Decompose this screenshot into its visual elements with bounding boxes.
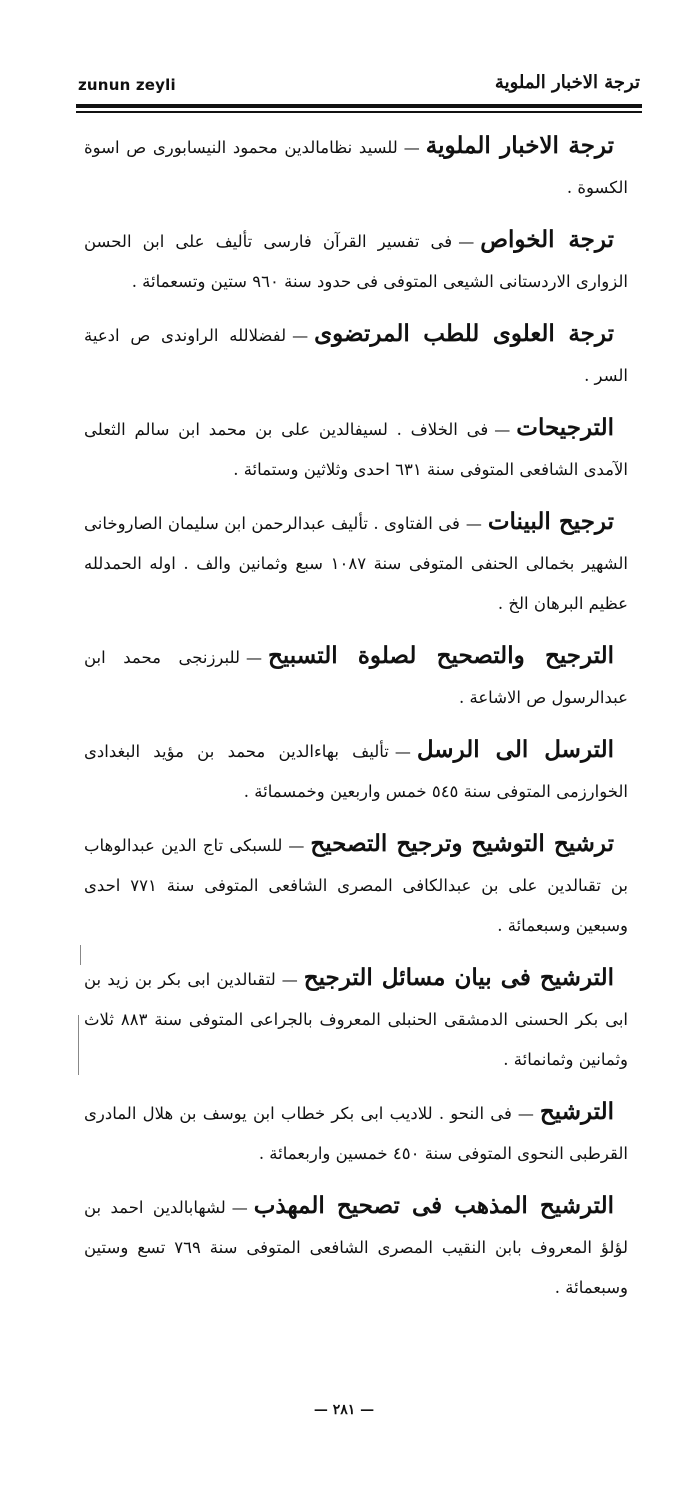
entry [84,730,628,812]
entry-body: تأليف بهاءالدين محمد بن مؤيد البغدادى الخوارزمى المتوفى سنة ٥٤٥ خمس واربعين وخمسمائة . [84,742,628,801]
entry-body: للبرزنجى محمد ابن عبدالرسول ص الاشاعة . [84,648,628,707]
entry-title: الترشيح المذهب فى تصحيح المهذب [253,1192,615,1219]
entry [84,220,628,302]
header-left-text: zunun zeyli [78,76,176,94]
dictionary-entries [84,126,628,1320]
page-number: — ٢٨١ — [313,1402,375,1418]
entry [84,1186,628,1308]
entry-dash: — [281,970,298,989]
entry-body: لفضلالله الراوندى ص ادعية السر . [84,326,628,385]
entry-body: فى الخلاف . لسيفالدين على بن محمد ابن سالم الثعلى الآمدى الشافعى المتوفى سنة ٦٣١ احدى وثلاثين وستمائة . [84,420,628,479]
entry-dash: — [231,1198,248,1217]
entry [84,958,628,1080]
entry-dash: — [465,514,482,533]
entry [84,824,628,946]
entry-title: ترجة الخواص [480,226,614,253]
entry-dash: — [246,648,263,667]
entry-title: ترشيح التوشيح وترجيح التصحيح [310,830,614,857]
entry [84,502,628,624]
entry [84,1092,628,1174]
entry [84,408,628,490]
entry-title: ترجة الاخبار الملوية [425,132,614,159]
entry-dash: — [517,1104,534,1123]
header-rule-thick [76,104,642,108]
entry-body: فى تفسير القرآن فارسى تأليف على ابن الحسن الزوارى الاردستانى الشيعى المتوفى فى حدود سنة ٩٦٠ ستين وتسعمائة . [84,232,628,291]
entry-body: للسبكى تاج الدين عبدالوهاب بن تقىالدين على بن عبدالكافى المصرى الشافعى المتوفى سنة ٧٧١ احدى وسبعين وسبعمائة . [84,836,628,935]
entry-title: ترجيح البينات [487,508,615,535]
entry-body: لتقىالدين ابى بكر بن زيد بن ابى بكر الحسنى الدمشقى الحنبلى المعروف بالجراعى المتوفى سنة ٨٨٣ ثلاث وثمانين وثمانمائة . [84,970,628,1069]
header-right-text: ترجة الاخبار الملوية [494,72,640,93]
margin-mark [78,1015,79,1075]
entry-body: فى الفتاوى . تأليف عبدالرحمن ابن سليمان الصاروخانى الشهير بخمالى الحنفى المتوفى سنة ١٠٨٧ سبع وثمانين والف . اوله الحمدلله عظيم البرهان الخ . [84,514,628,613]
entry-title: الترشيح فى بيان مسائل الترجيح [303,964,614,991]
entry-body: للسيد نظامالدين محمود النيسابورى ص اسوة الكسوة . [84,138,628,197]
entry-dash: — [292,326,309,345]
entry-title: الترجيحات [516,414,614,441]
entry [84,314,628,396]
entry [84,126,628,208]
entry [84,636,628,718]
header-rule-thin [76,111,642,113]
running-header [78,70,640,100]
margin-mark [80,945,81,965]
entry-body: لشهابالدين احمد بن لؤلؤ المعروف بابن النقيب المصرى الشافعى المتوفى سنة ٧٦٩ تسع وستين وسبعمائة . [84,1198,628,1297]
entry-dash: — [288,836,305,855]
entry-body: فى النحو . للاديب ابى بكر خطاب ابن يوسف بن هلال المادرى القرطبى النحوى المتوفى سنة ٤٥٠ خمسين واربعمائة . [84,1104,628,1163]
entry-title: ترجة العلوى للطب المرتضوى [314,320,614,347]
entry-title: الترسل الى الرسل [416,736,614,763]
entry-dash: — [403,138,420,157]
entry-dash: — [458,232,475,251]
entry-title: الترجيح والتصحيح لصلوة التسبيح [268,642,615,669]
entry-dash: — [394,742,411,761]
entry-title: الترشيح [539,1098,614,1125]
entry-dash: — [494,420,511,439]
